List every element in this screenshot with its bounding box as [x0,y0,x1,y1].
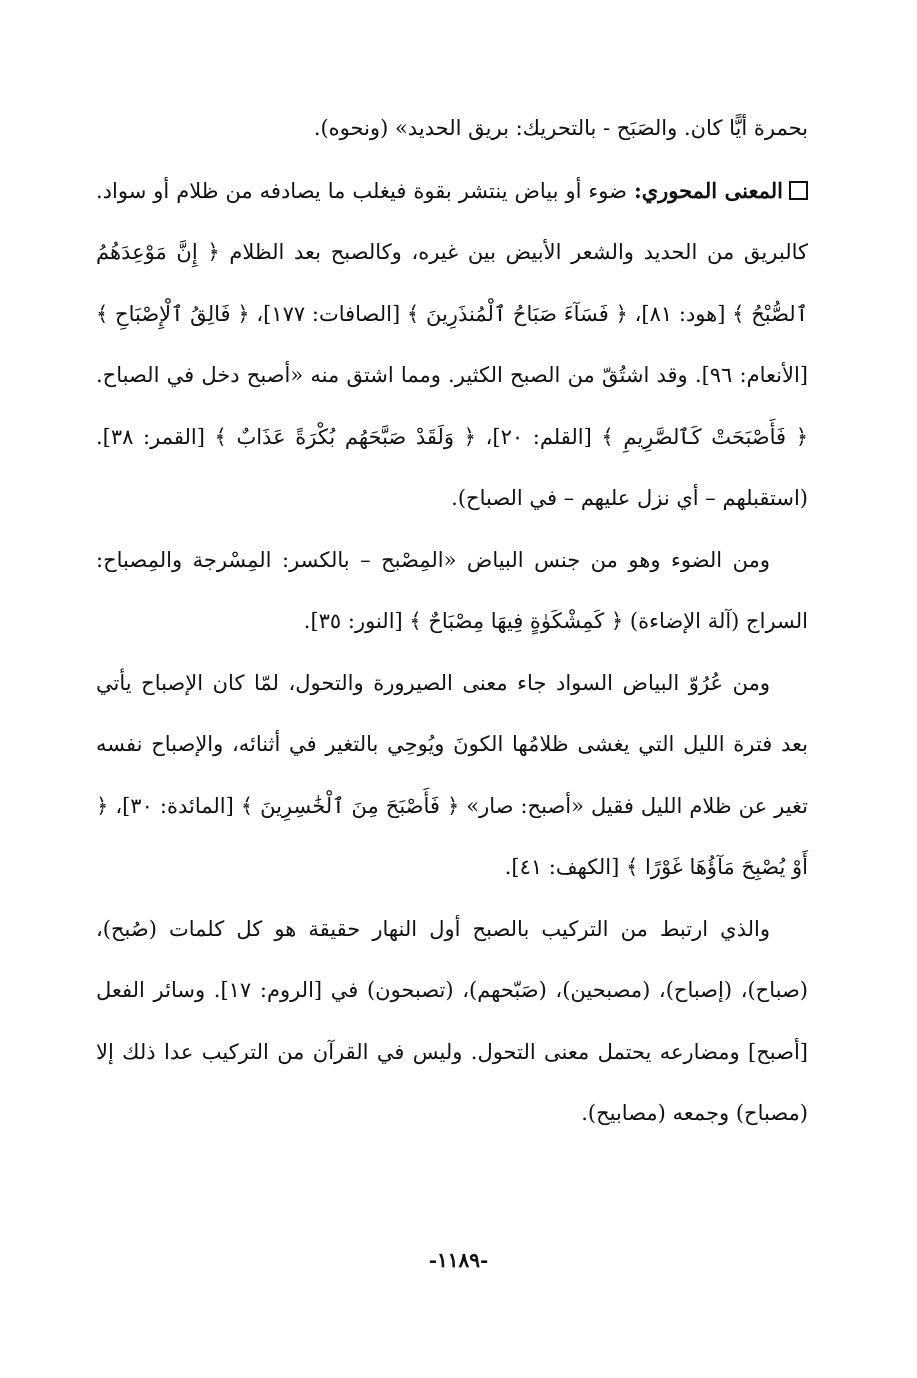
square-bullet-icon [789,181,808,200]
paragraph-1-text: بحمرة أيًّا كان. والصَبَح - بالتحريك: بريق الحديد» (ونحوه). [313,116,808,140]
paragraph-1 [96,98,808,160]
paragraph-5-text: والذي ارتبط من التركيب بالصبح أول النهار حقيقة هو كل كلمات (صُبح)، (صباح)، (إصباح)، (مصبحين)، (صَبّحهم)، (تصبحون) في [الروم: ١٧]. وسائر الفعل [أصبح] ومضارعه يحتمل معنى التحول. وليس في القرآن من التركيب عدا ذلك إلا (مصباح) وجمعه (مصابيح). [96,916,808,1125]
paragraph-4-text: ومن عُرُوّ البياض السواد جاء معنى الصيرورة والتحول، لمّا كان الإصباح يأتي بعد فترة الليل التي يغشى ظلامُها الكونَ ويُوحِي بالتغير في أثنائه، والإصباح نفسه تغير عن ظلام الليل فقيل «أصبح: صار» ﴿ فَأَصْبَحَ مِنَ ٱلْخَٰسِرِينَ ﴾ [المائدة: ٣٠]، ﴿ أَوْ يُصْبِحَ مَآؤُهَا غَوْرًا ﴾ [الكهف: ٤١]. [96,670,809,879]
paragraph-2 [96,160,808,530]
paragraph-4 [96,653,808,899]
page-number: -١١٨٩- [428,1248,489,1272]
body-text [96,98,808,1145]
paragraph-5 [96,899,808,1145]
paragraph-3-text: ومن الضوء وهو من جنس البياض «المِصْبح – بالكسر: المِسْرجة والمِصباح: السراج (آلة الإضاءة) ﴿ كَمِشْكَوٰةٍ فِيهَا مِصْبَاحٌ ﴾ [النور: ٣٥]. [96,547,808,633]
paragraph-2-text: ضوء أو بياض ينتشر بقوة فيغلب ما يصادفه من ظلام أو سواد. كالبريق من الحديد والشعر الأبيض بين غيره، وكالصبح بعد الظلام ﴿ إِنَّ مَوْعِدَهُمُ ٱلصُّبْحُ ﴾ [هود: ٨١]، ﴿ فَسَآءَ صَبَاحُ ٱلْمُنذَرِينَ ﴾ [الصافات: ١٧٧]، ﴿ فَالِقُ ٱلْإِصْبَاحِ ﴾ [الأنعام: ٩٦]. وقد اشتُقّ من الصبح الكثير. ومما اشتق منه «أصبح دخل في الصباح. ﴿ فَأَصْبَحَتْ كَٱلصَّرِيمِ ﴾ [القلم: ٢٠]، ﴿ وَلَقَدْ صَبَّحَهُم بُكْرَةً عَذَابٌ ﴾ [القمر: ٣٨]. (استقبلهم – أي نزل عليهم – في الصباح). [96,178,808,510]
section-label: المعنى المحوري: [633,177,783,203]
paragraph-3 [96,530,808,653]
